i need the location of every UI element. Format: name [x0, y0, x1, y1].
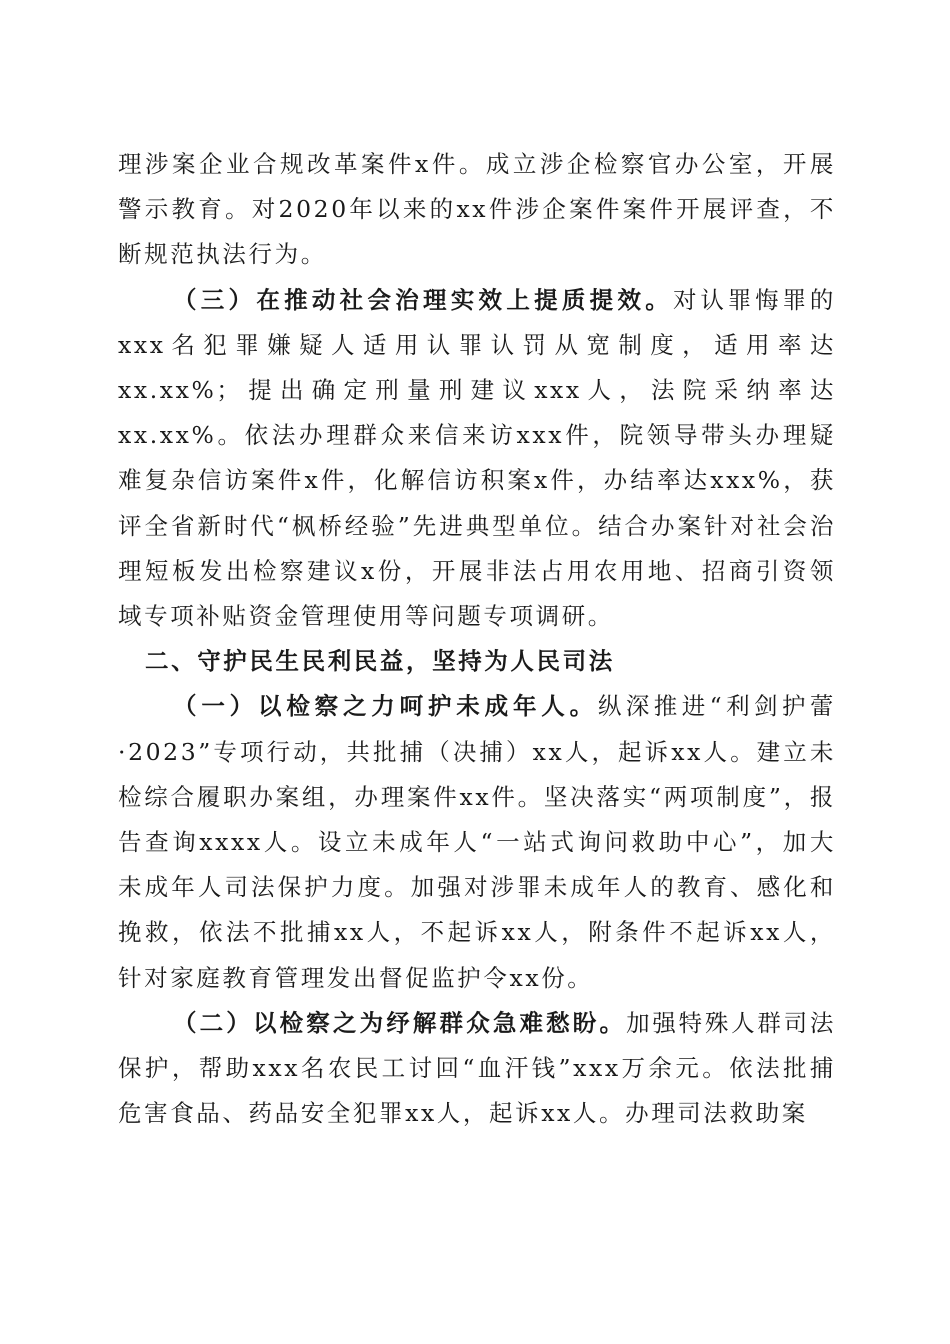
- document-body: [118, 142, 836, 1136]
- section-3-body: 对认罪悔罪的xxx名犯罪嫌疑人适用认罪认罚从宽制度，适用率达xx.xx%；提出确定刑量刑建议xxx人，法院采纳率达xx.xx%。依法办理群众来信来访xxx件，院领导带头办理疑难复杂信访案件x件，化解信访积案x件，办结率达xxx%，获评全省新时代“枫桥经验”先进典型单位。结合办案针对社会治理短板发出检察建议x份，开展非法占用农用地、招商引资领域专项补贴资金管理使用等问题专项调研。: [118, 285, 837, 631]
- subsection-2-body: 加强特殊人群司法保护，帮助xxx名农民工讨回“血汗钱”xxx万余元。依法批捕危害食品、药品安全犯罪xx人，起诉xx人。办理司法救助案: [118, 1008, 837, 1128]
- section-3-heading: （三）在推动社会治理实效上提质提效。: [173, 285, 674, 314]
- subsection-1-body: 纵深推进“利剑护蕾·2023”专项行动，共批捕（决捕）xx人，起诉xx人。建立未检综合履职办案组，办理案件xx件。坚决落实“两项制度”，报告查询xxxx人。设立未成年人“一站式询问救助中心”，加大未成年人司法保护力度。加强对涉罪未成年人的教育、感化和挽救，依法不批捕xx人，不起诉xx人，附条件不起诉xx人，针对家庭教育管理发出督促监护令xx份。: [118, 692, 837, 992]
- paragraph-section-3: [118, 278, 836, 640]
- paragraph-subsection-2: [118, 1001, 836, 1137]
- paragraph-subsection-1: [118, 684, 836, 1000]
- paragraph-continuation: 理涉案企业合规改革案件x件。成立涉企检察官办公室，开展警示教育。对2020年以来的xx件涉企案件案件开展评查，不断规范执法行为。: [118, 150, 836, 269]
- subsection-2-heading: （二）以检察之为纾解群众急难愁盼。: [173, 1008, 627, 1037]
- subsection-1-heading: （一）以检察之力呵护未成年人。: [173, 692, 598, 721]
- section-two-heading: 二、守护民生民利民益，坚持为人民司法: [145, 647, 615, 676]
